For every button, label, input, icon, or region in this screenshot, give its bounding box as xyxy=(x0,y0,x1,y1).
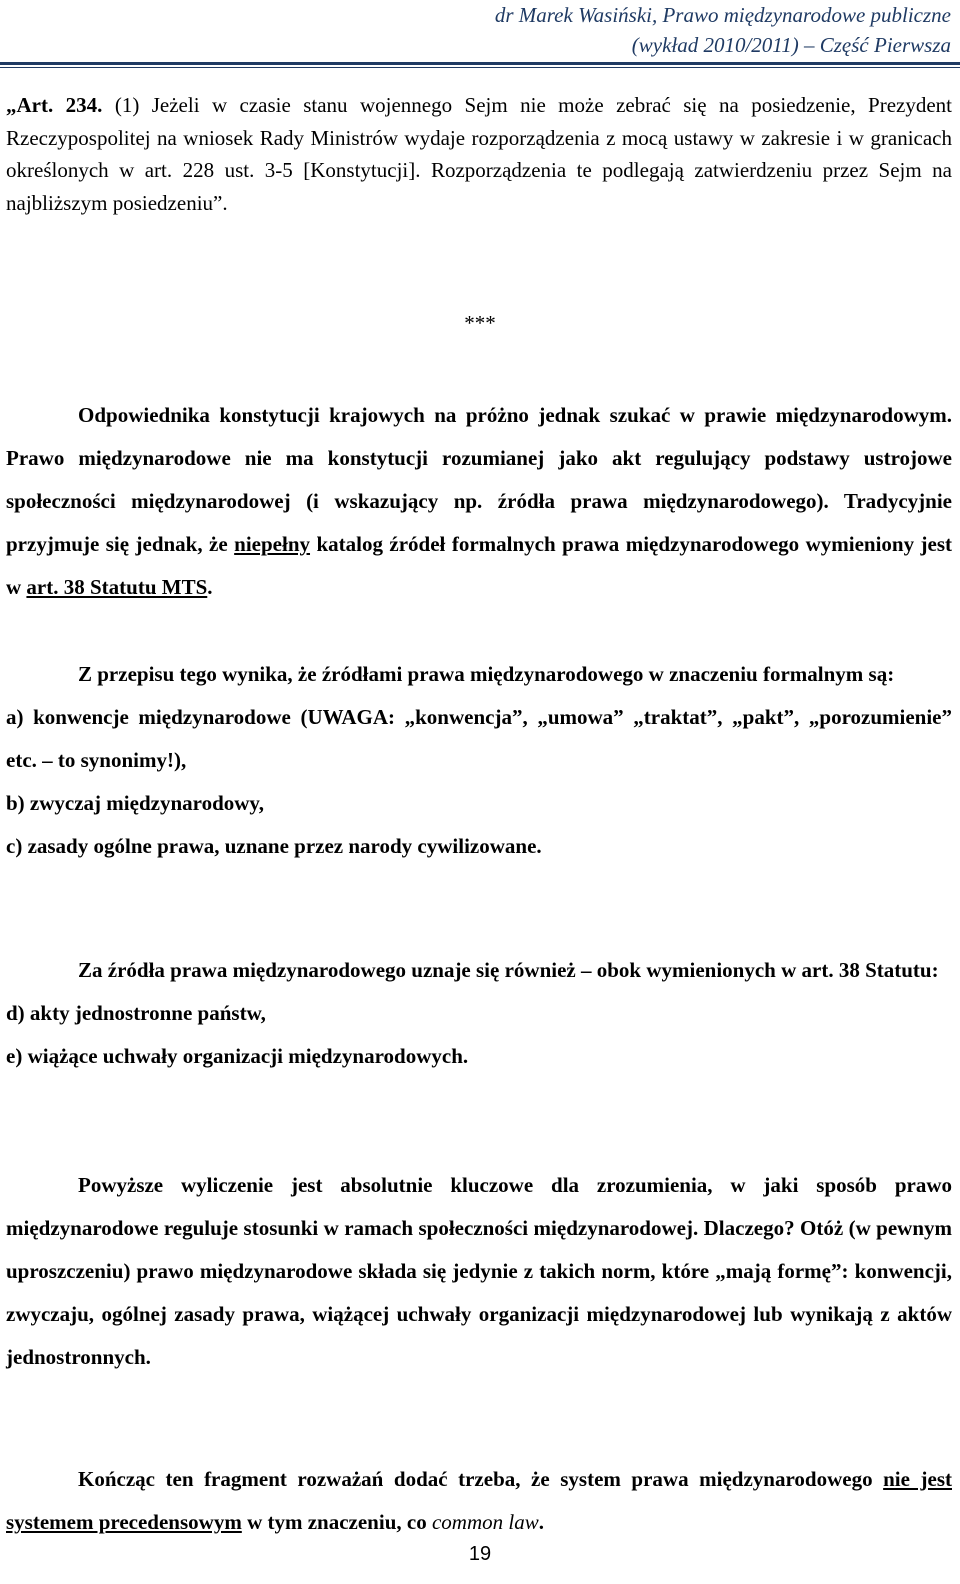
list-item-d: d) akty jednostronne państw, xyxy=(6,1001,266,1025)
header-rule-thin xyxy=(0,67,960,68)
header-line-2: (wykład 2010/2011) – Część Pierwsza xyxy=(631,33,951,57)
paragraph-constitution xyxy=(6,394,952,609)
section-separator: *** xyxy=(464,311,496,335)
article-label: „Art. 234. xyxy=(6,93,103,117)
article-234-quote xyxy=(6,89,952,219)
paragraph-conclusion xyxy=(6,1458,952,1544)
list-intro: Za źródła prawa międzynarodowego uznaje się również – obok wymienionych w art. 38 Statutu: xyxy=(78,958,939,982)
list-item-a: a) konwencje międzynarodowe (UWAGA: „konwencja”, „umowa” „traktat”, „pakt”, „porozumienie” etc. – to synonimy!), xyxy=(6,705,952,772)
paragraph-text: w tym znaczeniu, co xyxy=(241,1510,432,1534)
running-header xyxy=(0,0,960,60)
list-item-b: b) zwyczaj międzynarodowy, xyxy=(6,791,264,815)
underlined-term-niepelny: niepełny xyxy=(234,532,311,556)
header-line-1: dr Marek Wasiński, Prawo międzynarodowe publiczne xyxy=(494,3,951,27)
paragraph-text: . xyxy=(538,1510,544,1534)
paragraph-text: Kończąc ten fragment rozważań dodać trzeba, że system prawa międzynarodowego xyxy=(78,1467,884,1491)
page-number: 19 xyxy=(468,1543,492,1565)
paragraph-additional-sources xyxy=(6,949,952,1078)
paragraph-text: Odpowiednika konstytucji krajowych na próżno jednak szukać w prawie międzynarodowym. Prawo międzynarodowe nie ma konstytucji rozumianej jako akt regulujący podstawy ustrojowe społeczności międzynarodowej (i wskazujący np. źródła prawa międzynarodowego). Tradycyjnie przyjmuje się jednak, że xyxy=(6,403,952,556)
list-item-c: c) zasady ogólne prawa, uznane przez narody cywilizowane. xyxy=(6,834,542,858)
underlined-term-art38: art. 38 Statutu MTS xyxy=(26,575,208,599)
header-rule xyxy=(0,62,960,65)
list-item-e: e) wiążące uchwały organizacji międzynarodowych. xyxy=(6,1044,469,1068)
italic-term-common-law: common law xyxy=(431,1510,539,1534)
list-intro: Z przepisu tego wynika, że źródłami prawa międzynarodowego w znaczeniu formalnym są: xyxy=(78,662,895,686)
paragraph-key-enumeration: Powyższe wyliczenie jest absolutnie kluczowe dla zrozumienia, w jaki sposób prawo międzynarodowe reguluje stosunki w ramach społeczności międzynarodowej. Dlaczego? Otóż (w pewnym uproszczeniu) prawo międzynarodowe składa się jedynie z takich norm, które „mają formę”: konwencji, zwyczaju, ogólnej zasady prawa, wiążącej uchwały organizacji międzynarodowej lub wynikają z aktów jednostronnych. xyxy=(6,1173,952,1369)
article-text: (1) Jeżeli w czasie stanu wojennego Sejm nie może zebrać się na posiedzenie, Prezydent Rzeczypospolitej na wniosek Rady Ministrów wydaje rozporządzenia z mocą ustawy w zakresie i w granicach określonych w art. 228 ust. 3-5 [Konstytucji]. Rozporządzenia te podlegają zatwierdzeniu przez Sejm na najbliższym posiedzeniu”. xyxy=(6,93,952,215)
underlined-phrase-precedent: nie jest systemem precedensowym xyxy=(6,1467,952,1534)
paragraph-text: . xyxy=(207,575,213,599)
paragraph-text: katalog źródeł formalnych prawa międzynarodowego wymieniony jest w xyxy=(6,532,953,599)
paragraph-sources-list xyxy=(6,653,952,868)
